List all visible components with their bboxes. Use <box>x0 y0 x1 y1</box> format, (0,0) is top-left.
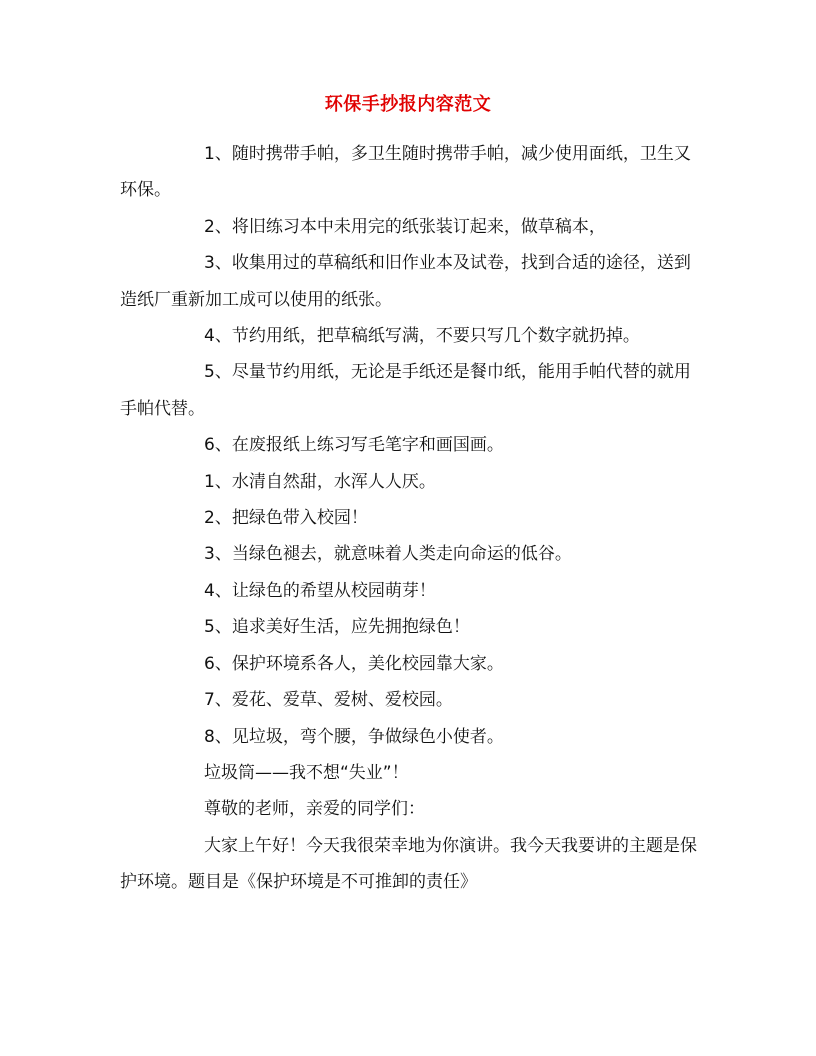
paragraph: 尊敬的老师，亲爱的同学们： <box>204 799 425 820</box>
paragraph: 4、让绿色的希望从校园萌芽！ <box>204 580 436 601</box>
paragraph: 3、收集用过的草稿纸和旧作业本及试卷，找到合适的途径，送到造纸厂重新加工成可以使用的纸张。 <box>120 253 691 310</box>
paragraph: 大家上午好！今天我很荣幸地为你演讲。我今天我要讲的主题是保护环境。题目是《保护环境是不可推卸的责任》 <box>120 835 697 893</box>
paragraph: 5、尽量节约用纸，无论是手纸还是餐巾纸，能用手帕代替的就用手帕代替。 <box>120 362 691 419</box>
paragraph: 4、节约用纸，把草稿纸写满，不要只写几个数字就扔掉。 <box>204 326 640 347</box>
paragraph: 8、见垃圾，弯个腰，争做绿色小使者。 <box>204 726 504 747</box>
paragraph: 6、保护环境系各人，美化校园靠大家。 <box>204 653 504 674</box>
paragraph: 3、当绿色褪去，就意味着人类走向命运的低谷。 <box>204 544 572 565</box>
paragraph: 1、随时携带手帕，多卫生随时携带手帕，减少使用面纸，卫生又环保。 <box>120 144 691 201</box>
paragraph: 2、将旧练习本中未用完的纸张装订起来，做草稿本， <box>204 216 606 237</box>
document-title: 环保手抄报内容范文 <box>324 94 492 115</box>
paragraph: 垃圾筒——我不想“失业”！ <box>204 762 409 783</box>
paragraph: 1、水清自然甜，水浑人人厌。 <box>204 471 436 492</box>
paragraph: 6、在废报纸上练习写毛笔字和画国画。 <box>204 435 504 456</box>
paragraph: 5、追求美好生活，应先拥抱绿色！ <box>204 617 470 638</box>
paragraph: 7、爱花、爱草、爱树、爱校园。 <box>204 690 453 711</box>
document-body <box>120 136 700 901</box>
paragraph: 2、把绿色带入校园！ <box>204 508 368 529</box>
